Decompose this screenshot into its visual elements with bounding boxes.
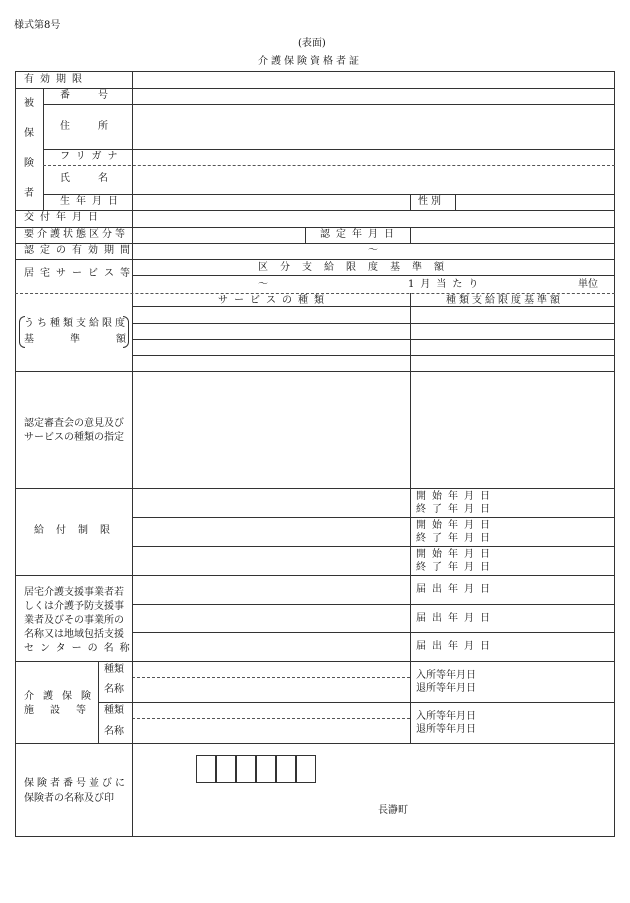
type-limit-header: 種類支給限度基準額 — [446, 295, 563, 306]
facility-type-2: 種類 — [104, 705, 124, 716]
validity-label: 有効期限 — [24, 74, 88, 85]
of-which-char-c: 額 — [116, 334, 126, 345]
of-which-char-b: 準 — [70, 334, 80, 345]
limit-header: 区分支給限度基準額 — [258, 262, 456, 273]
start-date-1: 開始年月日 — [416, 491, 496, 502]
care-level-label: 要介護状態区分等 — [24, 229, 128, 240]
service-type-header: サービスの種類 — [218, 295, 330, 306]
birth-date-label: 生年月日 — [60, 196, 124, 207]
sex-label: 性別 — [418, 196, 444, 207]
opinion-line2: サービスの種類の指定 — [24, 432, 124, 443]
cert-period-label: 認定の有効期間 — [24, 245, 136, 256]
number-label: 番号 — [60, 90, 136, 101]
discharge-date-2: 退所等年月日 — [416, 724, 476, 735]
provider-line1: 居宅介護支援事業者若 — [24, 587, 124, 598]
notify-date-2: 届出年月日 — [416, 613, 496, 624]
end-date-1: 終了年月日 — [416, 504, 496, 515]
side-label: (表面) — [298, 38, 326, 49]
insured-char-1: 被 — [24, 98, 34, 109]
cert-date-label: 認定年月日 — [320, 229, 400, 240]
limit-tilde: 〜 — [258, 279, 268, 290]
period-tilde: 〜 — [368, 245, 378, 256]
facility-name-1: 名称 — [104, 684, 124, 695]
insurer-number-box[interactable] — [216, 755, 236, 783]
end-date-2: 終了年月日 — [416, 533, 496, 544]
facility-line2: 施設等 — [24, 705, 102, 716]
opinion-line1: 認定審査会の意見及び — [24, 418, 124, 429]
insurer-number-box[interactable] — [196, 755, 216, 783]
name-label: 氏名 — [60, 173, 136, 184]
provider-line3: 業者及びその事業所の — [24, 615, 124, 626]
insurer-number-box[interactable] — [256, 755, 276, 783]
facility-line1: 介護保険 — [24, 691, 100, 702]
insurer-line1: 保険者番号並びに — [24, 778, 128, 789]
admission-date-2: 入所等年月日 — [416, 711, 476, 722]
provider-line4: 名称又は地域包括支援 — [24, 629, 124, 640]
insured-char-3: 険 — [24, 158, 34, 169]
furigana-label: フリガナ — [60, 151, 124, 162]
insurer-line2: 保険者の名称及び印 — [24, 793, 114, 804]
insured-char-4: 者 — [24, 188, 34, 199]
notify-date-1: 届出年月日 — [416, 584, 496, 595]
form-number: 様式第8号 — [14, 20, 61, 31]
start-date-2: 開始年月日 — [416, 520, 496, 531]
insurer-number-box[interactable] — [296, 755, 316, 783]
provider-line5: センターの名称 — [24, 643, 136, 654]
end-date-3: 終了年月日 — [416, 562, 496, 573]
start-date-3: 開始年月日 — [416, 549, 496, 560]
benefit-limit-label: 給付制限 — [34, 525, 122, 536]
discharge-date-1: 退所等年月日 — [416, 683, 476, 694]
notify-date-3: 届出年月日 — [416, 641, 496, 652]
provider-line2: しくは介護予防支援事 — [24, 601, 124, 612]
facility-type-1: 種類 — [104, 664, 124, 675]
facility-name-2: 名称 — [104, 726, 124, 737]
of-which-char-a: 基 — [24, 334, 34, 345]
admission-date-1: 入所等年月日 — [416, 670, 476, 681]
insured-char-2: 保 — [24, 128, 34, 139]
insurer-name: 長瀞町 — [378, 805, 408, 816]
per-month-label: 1月当たり — [408, 279, 485, 290]
form-frame — [15, 71, 615, 837]
unit-label: 単位 — [578, 279, 598, 290]
of-which-line1: うち種類支給限度 — [24, 318, 128, 329]
insurer-number-box[interactable] — [236, 755, 256, 783]
home-service-label: 居宅サービス等 — [24, 268, 136, 279]
issue-date-label: 交付年月日 — [24, 212, 104, 223]
address-label: 住所 — [60, 121, 136, 132]
form-title: 介護保険資格者証 — [258, 56, 362, 67]
insurer-number-box[interactable] — [276, 755, 296, 783]
